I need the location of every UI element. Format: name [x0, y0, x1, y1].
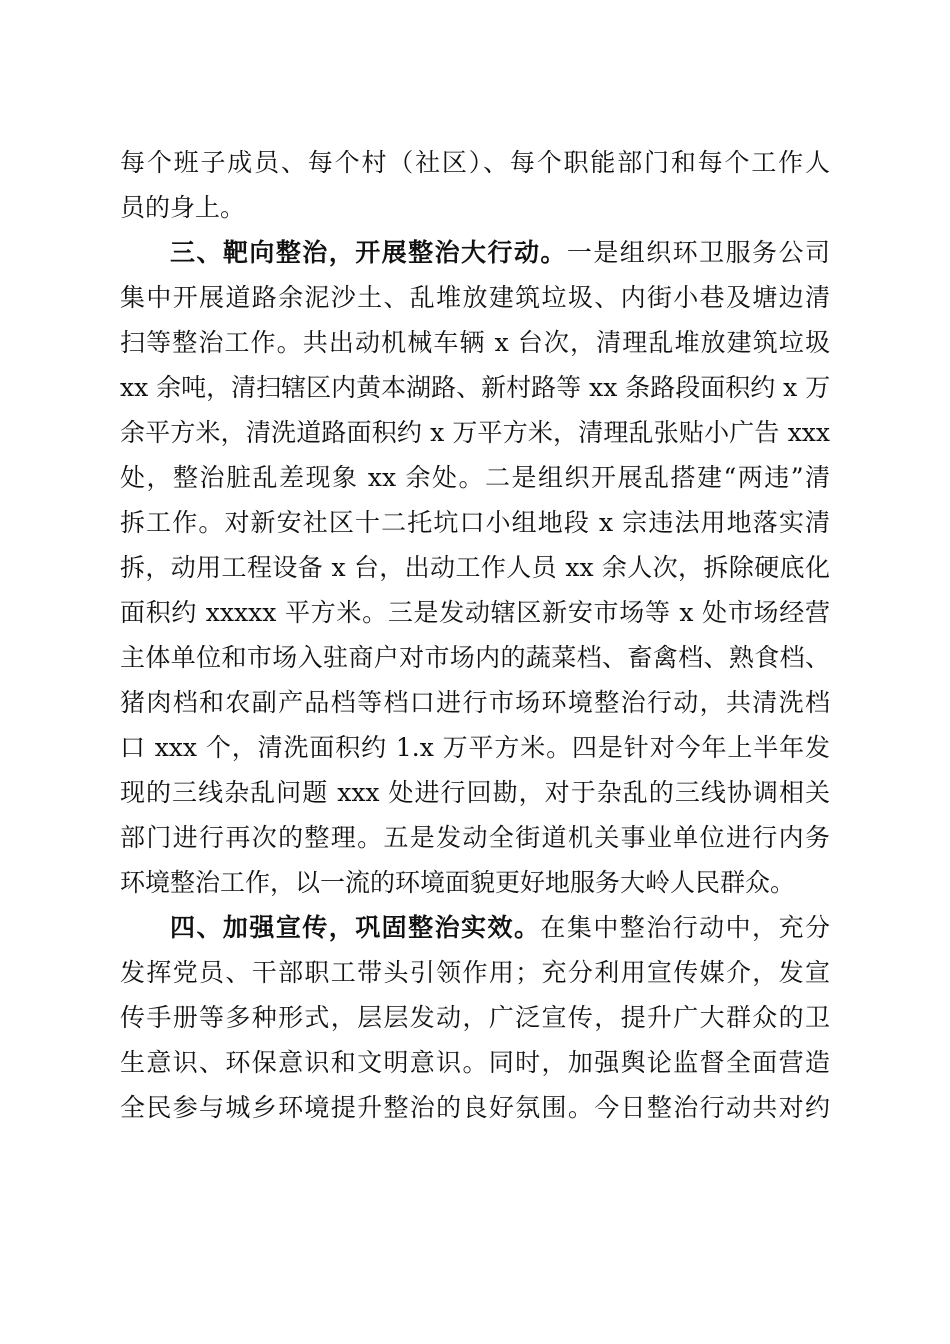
paragraph-line-16: 部门进行再次的整理。五是发动全街道机关事业单位进行内务 — [120, 823, 830, 852]
paragraph-line-20: 传手册等多种形式，层层发动，广泛宣传，提升广大群众的卫 — [120, 1003, 830, 1032]
section-4-heading: 加强宣传，巩固整治实效。 — [222, 913, 541, 942]
paragraph-line-4: 集中开展道路余泥沙土、乱堆放建筑垃圾、内街小巷及塘边清 — [120, 283, 830, 312]
paragraph-line-6: xx 余吨，清扫辖区内黄本湖路、新村路等 xx 条路段面积约 x 万 — [120, 373, 830, 402]
paragraph-line-15: 现的三线杂乱问题 xxx 处进行回勘，对于杂乱的三线协调相关 — [120, 778, 830, 807]
section-4-number: 四、 — [170, 913, 223, 942]
section-3-text: 一是组织环卫服务公司 — [566, 238, 830, 267]
section-4-text: 在集中整治行动中，充分 — [540, 913, 830, 942]
paragraph-line-10: 拆，动用工程设备 x 台，出动工作人员 xx 余人次，拆除硬底化 — [120, 553, 830, 582]
paragraph-line-5: 扫等整治工作。共出动机械车辆 x 台次，清理乱堆放建筑垃圾 — [120, 328, 830, 357]
paragraph-line-22: 全民参与城乡环境提升整治的良好氛围。今日整治行动共对约 — [120, 1093, 830, 1122]
section-4-first-line — [170, 906, 830, 950]
paragraph-line-9: 拆工作。对新安社区十二托坑口小组地段 x 宗违法用地落实清 — [120, 508, 830, 537]
section-3-heading: 靶向整治，开展整治大行动。 — [222, 238, 567, 267]
paragraph-line-12: 主体单位和市场入驻商户对市场内的蔬菜档、畜禽档、熟食档、 — [120, 643, 830, 672]
paragraph-line-7: 余平方米，清洗道路面积约 x 万平方米，清理乱张贴小广告 xxx — [120, 418, 830, 447]
section-3-first-line — [170, 231, 830, 275]
paragraph-line-11: 面积约 xxxxx 平方米。三是发动辖区新安市场等 x 处市场经营 — [120, 598, 830, 627]
paragraph-line-21: 生意识、环保意识和文明意识。同时，加强舆论监督全面营造 — [120, 1048, 830, 1077]
paragraph-line-19: 发挥党员、干部职工带头引领作用；充分利用宣传媒介，发宣 — [120, 958, 830, 987]
paragraph-line-14: 口 xxx 个，清洗面积约 1.x 万平方米。四是针对今年上半年发 — [120, 733, 830, 762]
paragraph-line-2: 员的身上。 — [120, 193, 246, 222]
paragraph-line-8: 处，整治脏乱差现象 xx 余处。二是组织开展乱搭建“两违”清 — [120, 463, 830, 492]
section-3-number: 三、 — [170, 238, 223, 267]
paragraph-line-17: 环境整治工作，以一流的环境面貌更好地服务大岭人民群众。 — [120, 868, 796, 897]
paragraph-line-13: 猪肉档和农副产品档等档口进行市场环境整治行动，共清洗档 — [120, 688, 830, 717]
paragraph-line-1: 每个班子成员、每个村（社区）、每个职能部门和每个工作人 — [120, 148, 830, 177]
